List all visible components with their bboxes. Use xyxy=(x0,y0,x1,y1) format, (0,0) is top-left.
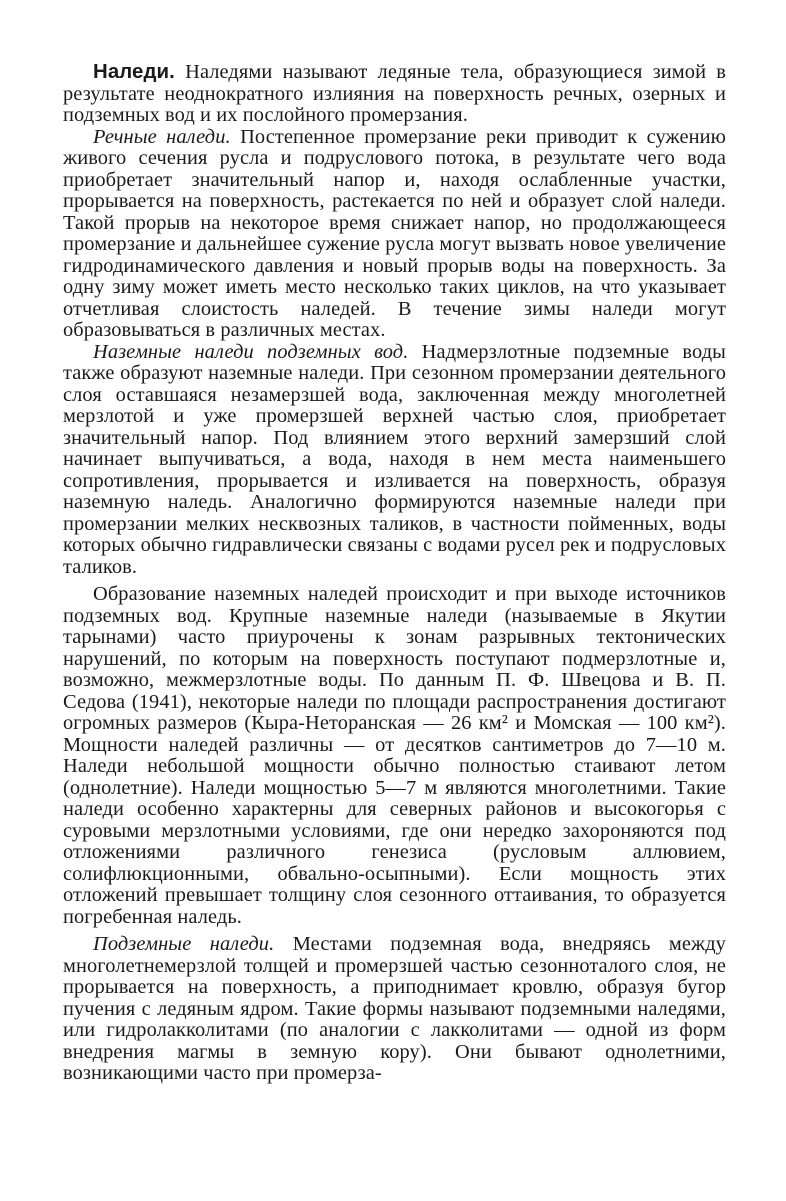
section-heading-underground-icings: Подземные наледи. xyxy=(93,933,275,955)
text-body xyxy=(63,62,726,1085)
paragraph-text: Постепенное промерзание реки приводит к сужению живого сечения русла и подруслового потока, в результате чего вода приобретает значительный напор и, находя ослабленные участки, прорывается на поверхность, растекается по ней и образует слой наледи. Такой прорыв на некоторое время снижает напор, но продолжающееся промерзание и дальнейшее сужение русла могут вызвать новое увеличение гидродинамического давления и новый прорыв воды на поверхность. За одну зиму может иметь место несколько таких циклов, на что указывает отчетливая слоистость наледей. В течение зимы наледи могут образовываться в различных местах. xyxy=(63,125,726,341)
section-heading-naledi: Наледи. xyxy=(93,61,175,83)
paragraph-underground-icings xyxy=(63,934,726,1085)
paragraph-text: Надмерзлотные подземные воды также образуют наземные наледи. При сезонном промерзании деятельного слоя оставшаяся незамерзшей вода, заключенная между многолетней мерзлотой и уже промерзшей верхней частью слоя, приобретает значительный напор. Под влиянием этого верхний замерзший слой начинает выпучиваться, а вода, находя в нем места наименьшего сопротивления, прорывается и изливается на поверхность, образуя наземную наледь. Аналогично формируются наземные наледи при промерзании мелких несквозных таликов, в частности пойменных, воды которых обычно гидравлически связаны с водами русел рек и подрусловых таликов. xyxy=(63,340,726,578)
paragraph-text: Наледями называют ледяные тела, образующиеся зимой в результате неоднократного излияния на поверхность речных, озерных и подземных вод и их послойного промерзания. xyxy=(63,61,726,126)
paragraph-text: Образование наземных наледей происходит и при выходе источников подземных вод. Крупные наземные наледи (называемые в Якутии тарынами) часто приурочены к зонам разрывных тектонических нарушений, по которым на поверхность поступают подмерзлотные и, возможно, межмерзлотные воды. По данным П. Ф. Швецова и В. П. Седова (1941), некоторые наледи по площади распространения достигают огромных размеров (Кыра-Неторанская — 26 км² и Момская — 100 км²). Мощности наледей различны — от десятков сантиметров до 7—10 м. Наледи небольшой мощности обычно полностью стаивают летом (однолетние). Наледи мощностью 5—7 м являются многолетними. Такие наледи особенно характерны для северных районов и высокогорья с суровыми мерзлотными условиями, где они нередко захороняются под отложениями различного генезиса (русловым аллювием, солифлюкционными, обвально-осыпными). Если мощность этих отложений превышает толщину слоя сезонного оттаивания, то образуется погребенная наледь. xyxy=(63,583,726,928)
paragraph-ground-icings xyxy=(63,342,726,579)
paragraph-sources xyxy=(63,584,726,928)
paragraph-text: Местами подземная вода, внедряясь между многолетнемерзлой толщей и промерзшей частью сезонноталого слоя, не прорывается на поверхность, а приподнимает кровлю, образуя бугор пучения с ледяным ядром. Такие формы называют подземными наледями, или гидролакколитами (по аналогии с лакколитами — одной из форм внедрения магмы в земную кору). Они бывают однолетними, возникающими часто при промерза- xyxy=(63,933,726,1084)
paragraph-naledi xyxy=(63,62,726,127)
section-heading-river-icings: Речные наледи. xyxy=(93,125,231,148)
section-heading-ground-icings: Наземные наледи подземных вод. xyxy=(93,340,409,363)
paragraph-river-icings xyxy=(63,127,726,342)
